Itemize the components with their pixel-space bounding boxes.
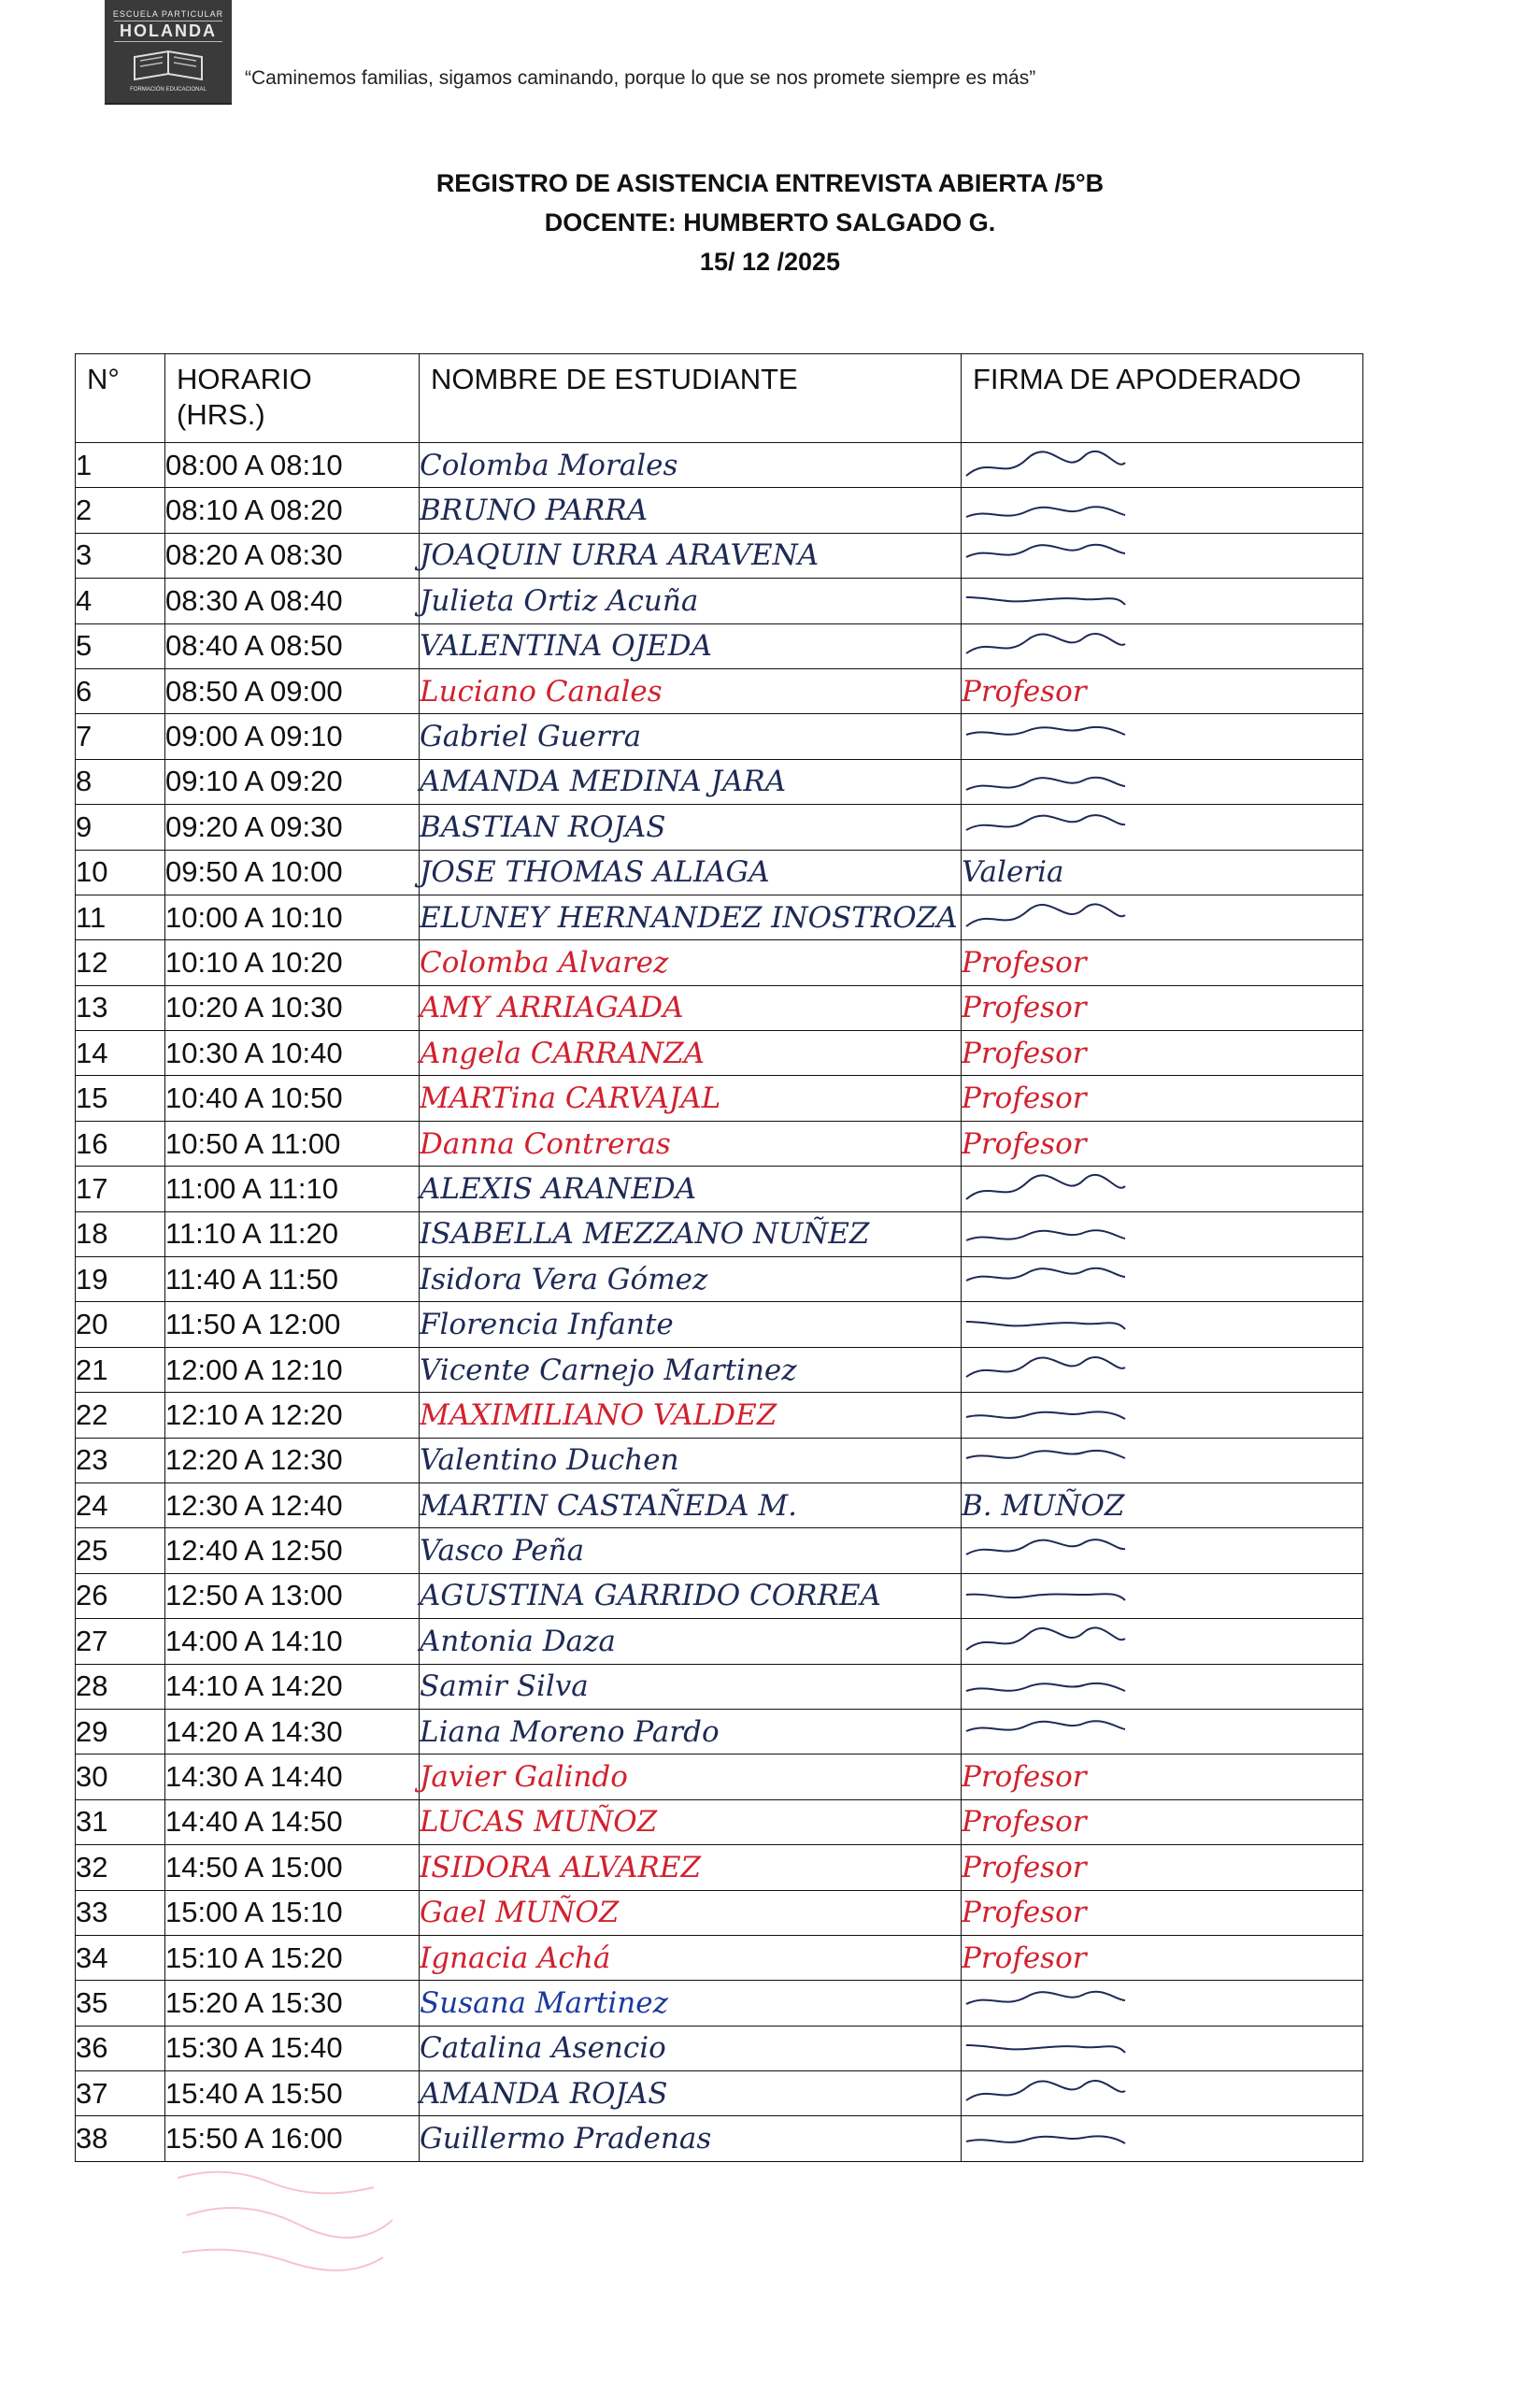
row-number: 23 bbox=[76, 1438, 165, 1482]
row-schedule: 14:20 A 14:30 bbox=[165, 1709, 420, 1754]
table-row bbox=[76, 1981, 1363, 2026]
row-guardian-signature bbox=[962, 488, 1363, 533]
logo-school-top: ESCUELA PARTICULAR bbox=[112, 9, 224, 19]
row-number: 14 bbox=[76, 1031, 165, 1076]
table-row bbox=[76, 1393, 1363, 1438]
signature-scribble bbox=[962, 809, 1130, 847]
row-number: 5 bbox=[76, 623, 165, 668]
row-guardian-signature: Profesor bbox=[962, 1890, 1363, 1935]
table-row bbox=[76, 1347, 1363, 1392]
row-number: 28 bbox=[76, 1664, 165, 1709]
row-guardian-signature bbox=[962, 895, 1363, 939]
signature-scribble bbox=[962, 2031, 1130, 2069]
row-schedule: 12:10 A 12:20 bbox=[165, 1393, 420, 1438]
row-student-name: MARTIN CASTAÑEDA M. bbox=[420, 1482, 962, 1527]
table-row bbox=[76, 714, 1363, 759]
row-student-name: Ignacia Achá bbox=[420, 1935, 962, 1980]
row-guardian-signature bbox=[962, 1619, 1363, 1664]
row-student-name: LUCAS MUÑOZ bbox=[420, 1799, 962, 1844]
row-schedule: 08:40 A 08:50 bbox=[165, 623, 420, 668]
row-guardian-signature bbox=[962, 1438, 1363, 1482]
row-student-name: JOSE THOMAS ALIAGA bbox=[420, 850, 962, 895]
row-student-name: Antonia Daza bbox=[420, 1619, 962, 1664]
row-student-name: Luciano Canales bbox=[420, 668, 962, 713]
row-number: 33 bbox=[76, 1890, 165, 1935]
signature-scribble bbox=[962, 1624, 1130, 1661]
row-schedule: 08:30 A 08:40 bbox=[165, 579, 420, 623]
row-number: 6 bbox=[76, 668, 165, 713]
school-logo bbox=[105, 0, 232, 105]
row-guardian-signature: Valeria bbox=[962, 850, 1363, 895]
row-guardian-signature bbox=[962, 1257, 1363, 1302]
row-schedule: 10:50 A 11:00 bbox=[165, 1121, 420, 1166]
row-number: 36 bbox=[76, 2026, 165, 2070]
signature-scribble bbox=[962, 538, 1130, 576]
signature-scribble bbox=[962, 1985, 1130, 2023]
table-row bbox=[76, 1076, 1363, 1121]
row-guardian-signature: Profesor bbox=[962, 940, 1363, 985]
table-row bbox=[76, 1573, 1363, 1618]
row-guardian-signature bbox=[962, 1664, 1363, 1709]
row-guardian-signature bbox=[962, 623, 1363, 668]
signature-scribble bbox=[962, 448, 1130, 485]
table-row bbox=[76, 1935, 1363, 1980]
row-guardian-signature: Profesor bbox=[962, 1755, 1363, 1799]
table-row bbox=[76, 1302, 1363, 1347]
row-number: 21 bbox=[76, 1347, 165, 1392]
row-number: 18 bbox=[76, 1211, 165, 1256]
row-guardian-signature bbox=[962, 1528, 1363, 1573]
row-student-name: AGUSTINA GARRIDO CORREA bbox=[420, 1573, 962, 1618]
row-student-name: ISIDORA ALVAREZ bbox=[420, 1845, 962, 1890]
table-row bbox=[76, 805, 1363, 850]
row-guardian-signature bbox=[962, 533, 1363, 578]
signature-scribble bbox=[962, 900, 1130, 938]
row-schedule: 12:20 A 12:30 bbox=[165, 1438, 420, 1482]
row-number: 26 bbox=[76, 1573, 165, 1618]
row-schedule: 14:50 A 15:00 bbox=[165, 1845, 420, 1890]
row-number: 16 bbox=[76, 1121, 165, 1166]
row-number: 8 bbox=[76, 759, 165, 804]
signature-scribble bbox=[962, 1353, 1130, 1390]
header-student-name: NOMBRE DE ESTUDIANTE bbox=[420, 354, 962, 443]
row-schedule: 08:50 A 09:00 bbox=[165, 668, 420, 713]
table-row bbox=[76, 443, 1363, 488]
table-body bbox=[76, 443, 1363, 2162]
row-guardian-signature: Profesor bbox=[962, 1121, 1363, 1166]
row-student-name: Vicente Carnejo Martinez bbox=[420, 1347, 962, 1392]
row-number: 38 bbox=[76, 2116, 165, 2161]
row-student-name: Vasco Peña bbox=[420, 1528, 962, 1573]
row-student-name: Liana Moreno Pardo bbox=[420, 1709, 962, 1754]
row-number: 13 bbox=[76, 985, 165, 1030]
row-guardian-signature bbox=[962, 714, 1363, 759]
table-row bbox=[76, 895, 1363, 939]
row-guardian-signature bbox=[962, 1167, 1363, 1211]
row-number: 1 bbox=[76, 443, 165, 488]
row-schedule: 09:00 A 09:10 bbox=[165, 714, 420, 759]
signature-scribble bbox=[962, 1171, 1130, 1209]
row-guardian-signature bbox=[962, 1709, 1363, 1754]
row-guardian-signature bbox=[962, 1302, 1363, 1347]
row-guardian-signature bbox=[962, 2026, 1363, 2070]
row-guardian-signature: Profesor bbox=[962, 1076, 1363, 1121]
attendance-table bbox=[75, 353, 1363, 2162]
row-student-name: ALEXIS ARANEDA bbox=[420, 1167, 962, 1211]
row-number: 24 bbox=[76, 1482, 165, 1527]
row-schedule: 10:10 A 10:20 bbox=[165, 940, 420, 985]
row-schedule: 09:50 A 10:00 bbox=[165, 850, 420, 895]
row-schedule: 14:10 A 14:20 bbox=[165, 1664, 420, 1709]
row-number: 17 bbox=[76, 1167, 165, 1211]
row-student-name: Gael MUÑOZ bbox=[420, 1890, 962, 1935]
table-row bbox=[76, 579, 1363, 623]
row-schedule: 15:20 A 15:30 bbox=[165, 1981, 420, 2026]
signature-scribble bbox=[962, 494, 1130, 531]
row-schedule: 12:50 A 13:00 bbox=[165, 1573, 420, 1618]
row-schedule: 08:00 A 08:10 bbox=[165, 443, 420, 488]
table-row bbox=[76, 668, 1363, 713]
row-number: 25 bbox=[76, 1528, 165, 1573]
row-guardian-signature: B. MUÑOZ bbox=[962, 1482, 1363, 1527]
row-schedule: 15:10 A 15:20 bbox=[165, 1935, 420, 1980]
row-schedule: 10:40 A 10:50 bbox=[165, 1076, 420, 1121]
row-student-name: Valentino Duchen bbox=[420, 1438, 962, 1482]
row-guardian-signature bbox=[962, 443, 1363, 488]
table-row bbox=[76, 940, 1363, 985]
table-row bbox=[76, 1664, 1363, 1709]
title-line-2: DOCENTE: HUMBERTO SALGADO G. bbox=[544, 208, 996, 236]
table-row bbox=[76, 1755, 1363, 1799]
row-student-name: Samir Silva bbox=[420, 1664, 962, 1709]
row-student-name: Colomba Morales bbox=[420, 443, 962, 488]
signature-scribble bbox=[962, 583, 1130, 621]
table-row bbox=[76, 1482, 1363, 1527]
book-emblem-icon bbox=[131, 46, 206, 85]
row-student-name: VALENTINA OJEDA bbox=[420, 623, 962, 668]
row-schedule: 12:00 A 12:10 bbox=[165, 1347, 420, 1392]
row-guardian-signature: Profesor bbox=[962, 1845, 1363, 1890]
row-number: 29 bbox=[76, 1709, 165, 1754]
signature-scribble bbox=[962, 1714, 1130, 1752]
title-line-3: 15/ 12 /2025 bbox=[699, 248, 841, 276]
row-student-name: MARTina CARVAJAL bbox=[420, 1076, 962, 1121]
logo-school-sub: FORMACIÓN EDUCACIONAL bbox=[130, 87, 207, 93]
row-guardian-signature bbox=[962, 1393, 1363, 1438]
signature-scribble bbox=[962, 2076, 1130, 2113]
table-row bbox=[76, 533, 1363, 578]
row-guardian-signature bbox=[962, 1981, 1363, 2026]
school-motto: “Caminemos familias, sigamos caminando, porque lo que se nos promete siempre es más” bbox=[245, 67, 1036, 89]
row-student-name: AMY ARRIAGADA bbox=[420, 985, 962, 1030]
table-row bbox=[76, 1528, 1363, 1573]
table-row bbox=[76, 2071, 1363, 2116]
table-row bbox=[76, 1845, 1363, 1890]
row-number: 3 bbox=[76, 533, 165, 578]
row-number: 34 bbox=[76, 1935, 165, 1980]
row-number: 11 bbox=[76, 895, 165, 939]
row-schedule: 10:20 A 10:30 bbox=[165, 985, 420, 1030]
row-schedule: 08:20 A 08:30 bbox=[165, 533, 420, 578]
row-schedule: 09:20 A 09:30 bbox=[165, 805, 420, 850]
row-guardian-signature bbox=[962, 2071, 1363, 2116]
table-row bbox=[76, 1709, 1363, 1754]
row-schedule: 14:00 A 14:10 bbox=[165, 1619, 420, 1664]
table-header-row bbox=[76, 354, 1363, 443]
table-row bbox=[76, 985, 1363, 1030]
row-student-name: MAXIMILIANO VALDEZ bbox=[420, 1393, 962, 1438]
header-guardian-signature: FIRMA DE APODERADO bbox=[962, 354, 1363, 443]
row-schedule: 08:10 A 08:20 bbox=[165, 488, 420, 533]
row-student-name: Angela CARRANZA bbox=[420, 1031, 962, 1076]
row-student-name: ISABELLA MEZZANO NUÑEZ bbox=[420, 1211, 962, 1256]
signature-scribble bbox=[962, 765, 1130, 802]
row-student-name: Susana Martinez bbox=[420, 1981, 962, 2026]
row-guardian-signature: Profesor bbox=[962, 1799, 1363, 1844]
row-number: 22 bbox=[76, 1393, 165, 1438]
signature-scribble bbox=[962, 1262, 1130, 1299]
row-guardian-signature bbox=[962, 1211, 1363, 1256]
row-student-name: Javier Galindo bbox=[420, 1755, 962, 1799]
signature-scribble bbox=[962, 1443, 1130, 1481]
row-schedule: 15:50 A 16:00 bbox=[165, 2116, 420, 2161]
signature-scribble bbox=[962, 1397, 1130, 1435]
row-student-name: JOAQUIN URRA ARAVENA bbox=[420, 533, 962, 578]
row-number: 35 bbox=[76, 1981, 165, 2026]
table-row bbox=[76, 488, 1363, 533]
row-schedule: 15:30 A 15:40 bbox=[165, 2026, 420, 2070]
row-student-name: AMANDA ROJAS bbox=[420, 2071, 962, 2116]
table-row bbox=[76, 1890, 1363, 1935]
row-student-name: Julieta Ortiz Acuña bbox=[420, 579, 962, 623]
row-number: 10 bbox=[76, 850, 165, 895]
row-schedule: 14:40 A 14:50 bbox=[165, 1799, 420, 1844]
table-row bbox=[76, 1167, 1363, 1211]
row-guardian-signature bbox=[962, 2116, 1363, 2161]
row-guardian-signature: Profesor bbox=[962, 985, 1363, 1030]
signature-scribble bbox=[962, 1534, 1130, 1571]
row-schedule: 09:10 A 09:20 bbox=[165, 759, 420, 804]
table-row bbox=[76, 1257, 1363, 1302]
row-number: 32 bbox=[76, 1845, 165, 1890]
row-student-name: Gabriel Guerra bbox=[420, 714, 962, 759]
row-schedule: 12:30 A 12:40 bbox=[165, 1482, 420, 1527]
row-schedule: 11:00 A 11:10 bbox=[165, 1167, 420, 1211]
row-number: 27 bbox=[76, 1619, 165, 1664]
row-schedule: 15:00 A 15:10 bbox=[165, 1890, 420, 1935]
row-student-name: Catalina Asencio bbox=[420, 2026, 962, 2070]
row-student-name: BASTIAN ROJAS bbox=[420, 805, 962, 850]
table-row bbox=[76, 623, 1363, 668]
signature-scribble bbox=[962, 720, 1130, 757]
row-student-name: BRUNO PARRA bbox=[420, 488, 962, 533]
table-row bbox=[76, 1799, 1363, 1844]
table-row bbox=[76, 1619, 1363, 1664]
row-number: 4 bbox=[76, 579, 165, 623]
row-number: 9 bbox=[76, 805, 165, 850]
row-guardian-signature bbox=[962, 1347, 1363, 1392]
row-schedule: 11:50 A 12:00 bbox=[165, 1302, 420, 1347]
header-number: N° bbox=[76, 354, 165, 443]
ink-smudge bbox=[168, 2159, 411, 2290]
row-number: 15 bbox=[76, 1076, 165, 1121]
row-schedule: 10:30 A 10:40 bbox=[165, 1031, 420, 1076]
signature-scribble bbox=[962, 1579, 1130, 1616]
signature-scribble bbox=[962, 2122, 1130, 2159]
logo-school-name: HOLANDA bbox=[114, 21, 222, 42]
table-row bbox=[76, 1121, 1363, 1166]
table-row bbox=[76, 759, 1363, 804]
row-guardian-signature bbox=[962, 805, 1363, 850]
signature-scribble bbox=[962, 1669, 1130, 1707]
row-schedule: 11:10 A 11:20 bbox=[165, 1211, 420, 1256]
row-guardian-signature: Profesor bbox=[962, 1935, 1363, 1980]
row-number: 7 bbox=[76, 714, 165, 759]
table-row bbox=[76, 1438, 1363, 1482]
row-guardian-signature bbox=[962, 1573, 1363, 1618]
row-schedule: 11:40 A 11:50 bbox=[165, 1257, 420, 1302]
table-row bbox=[76, 1211, 1363, 1256]
row-guardian-signature bbox=[962, 759, 1363, 804]
row-student-name: Danna Contreras bbox=[420, 1121, 962, 1166]
row-student-name: Florencia Infante bbox=[420, 1302, 962, 1347]
row-schedule: 10:00 A 10:10 bbox=[165, 895, 420, 939]
row-number: 31 bbox=[76, 1799, 165, 1844]
row-student-name: Guillermo Pradenas bbox=[420, 2116, 962, 2161]
row-schedule: 15:40 A 15:50 bbox=[165, 2071, 420, 2116]
document-title bbox=[0, 164, 1540, 281]
signature-scribble bbox=[962, 1217, 1130, 1254]
row-number: 30 bbox=[76, 1755, 165, 1799]
table-row bbox=[76, 1031, 1363, 1076]
table-row bbox=[76, 2026, 1363, 2070]
row-student-name: Colomba Alvarez bbox=[420, 940, 962, 985]
table-row bbox=[76, 850, 1363, 895]
row-number: 12 bbox=[76, 940, 165, 985]
row-number: 19 bbox=[76, 1257, 165, 1302]
row-schedule: 14:30 A 14:40 bbox=[165, 1755, 420, 1799]
row-student-name: AMANDA MEDINA JARA bbox=[420, 759, 962, 804]
signature-scribble bbox=[962, 1308, 1130, 1345]
row-guardian-signature: Profesor bbox=[962, 1031, 1363, 1076]
row-student-name: ELUNEY HERNANDEZ INOSTROZA bbox=[420, 895, 962, 939]
row-number: 37 bbox=[76, 2071, 165, 2116]
row-guardian-signature bbox=[962, 579, 1363, 623]
title-line-1: REGISTRO DE ASISTENCIA ENTREVISTA ABIERTA /5°B bbox=[435, 169, 1105, 197]
row-number: 2 bbox=[76, 488, 165, 533]
signature-scribble bbox=[962, 629, 1130, 666]
row-guardian-signature: Profesor bbox=[962, 668, 1363, 713]
table-row bbox=[76, 2116, 1363, 2161]
row-schedule: 12:40 A 12:50 bbox=[165, 1528, 420, 1573]
row-student-name: Isidora Vera Gómez bbox=[420, 1257, 962, 1302]
header-schedule: HORARIO (HRS.) bbox=[165, 354, 420, 443]
row-number: 20 bbox=[76, 1302, 165, 1347]
